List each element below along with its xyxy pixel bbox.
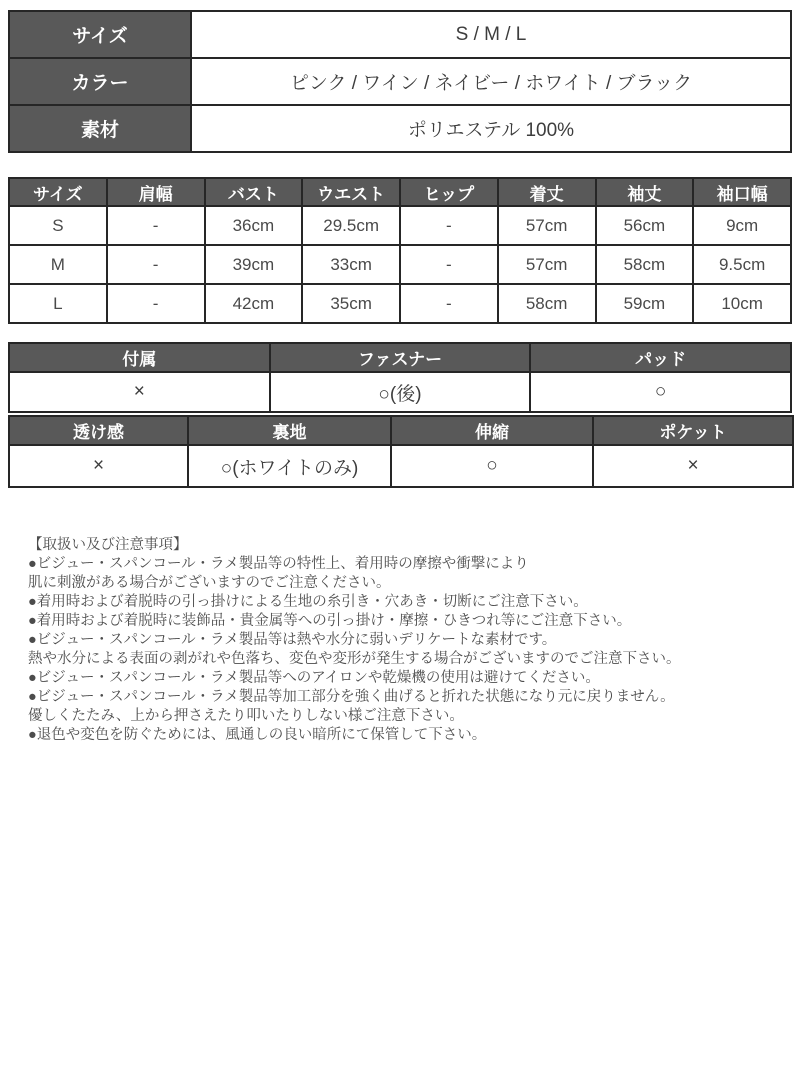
- size-cell: L: [9, 284, 107, 323]
- features-header: 透け感: [9, 416, 188, 445]
- care-notes-title: 【取扱い及び注意事項】: [28, 537, 188, 553]
- spec-value-material: ポリエステル 100%: [191, 105, 791, 152]
- size-chart-header: サイズ: [9, 178, 107, 206]
- size-cell: 10cm: [693, 284, 791, 323]
- features-header: 付属: [9, 343, 270, 372]
- features-value: ○(ホワイトのみ): [188, 445, 391, 487]
- size-chart-header: 着丈: [498, 178, 596, 206]
- size-chart-header: バスト: [205, 178, 303, 206]
- spec-label-size: サイズ: [9, 11, 191, 58]
- size-cell: 42cm: [205, 284, 303, 323]
- spec-row-material: [9, 105, 791, 152]
- size-chart-header: ヒップ: [400, 178, 498, 206]
- care-note-line: ●ビジュー・スパンコール・ラメ製品等は熱や水分に弱いデリケートな素材です。: [28, 632, 557, 648]
- size-chart-header: 袖口幅: [693, 178, 791, 206]
- spec-label-color: カラー: [9, 58, 191, 105]
- care-note-line: 優しくたたみ、上から押さえたり叩いたりしない様ご注意下さい。: [28, 708, 464, 724]
- size-cell: 57cm: [498, 206, 596, 245]
- features-1-value-row: [9, 372, 791, 412]
- spec-row-size: [9, 11, 791, 58]
- features-value: ×: [593, 445, 793, 487]
- size-cell: M: [9, 245, 107, 284]
- features-header: 裏地: [188, 416, 391, 445]
- features-value: ○: [530, 372, 791, 412]
- care-note-line: ●着用時および着脱時に装飾品・貴金属等への引っ掛け・摩擦・ひきつれ等にご注意下さい。: [28, 613, 632, 629]
- size-chart-header: 袖丈: [596, 178, 694, 206]
- features-header: ポケット: [593, 416, 793, 445]
- size-cell: 29.5cm: [302, 206, 400, 245]
- size-cell: 58cm: [596, 245, 694, 284]
- size-chart-table: [8, 177, 792, 324]
- size-cell: -: [107, 284, 205, 323]
- care-note-line: 肌に刺激がある場合がございますのでご注意ください。: [28, 575, 391, 591]
- spec-value-color: ピンク / ワイン / ネイビー / ホワイト / ブラック: [191, 58, 791, 105]
- size-cell: -: [400, 206, 498, 245]
- features-value: ○: [391, 445, 593, 487]
- size-cell: 36cm: [205, 206, 303, 245]
- size-cell: 57cm: [498, 245, 596, 284]
- features-2-header-row: [9, 416, 793, 445]
- spec-label-material: 素材: [9, 105, 191, 152]
- features-header: ファスナー: [270, 343, 531, 372]
- features-value: ×: [9, 372, 270, 412]
- care-note-line: 熱や水分による表面の剥がれや色落ち、変色や変形が発生する場合がございますのでご注意下さい。: [28, 651, 681, 667]
- size-chart-row-m: [9, 245, 791, 284]
- care-note-line: ●ビジュー・スパンコール・ラメ製品等加工部分を強く曲げると折れた状態になり元に戻りません。: [28, 689, 675, 705]
- size-cell: -: [107, 245, 205, 284]
- size-cell: 9.5cm: [693, 245, 791, 284]
- size-cell: 9cm: [693, 206, 791, 245]
- features-value: ×: [9, 445, 188, 487]
- size-cell: 58cm: [498, 284, 596, 323]
- size-cell: S: [9, 206, 107, 245]
- size-cell: 39cm: [205, 245, 303, 284]
- features-2-value-row: [9, 445, 793, 487]
- features-value: ○(後): [270, 372, 531, 412]
- care-note-line: ●着用時および着脱時の引っ掛けによる生地の糸引き・穴あき・切断にご注意下さい。: [28, 594, 588, 610]
- features-header: パッド: [530, 343, 791, 372]
- features-header: 伸縮: [391, 416, 593, 445]
- features-table-2: [8, 415, 794, 488]
- care-note-line: ●退色や変色を防ぐためには、風通しの良い暗所にて保管して下さい。: [28, 727, 487, 743]
- product-spec-table: [8, 10, 792, 153]
- care-notes: [28, 536, 792, 745]
- size-cell: 35cm: [302, 284, 400, 323]
- spec-value-size: S / M / L: [191, 11, 791, 58]
- size-cell: 56cm: [596, 206, 694, 245]
- size-cell: 59cm: [596, 284, 694, 323]
- care-note-line: ●ビジュー・スパンコール・ラメ製品等の特性上、着用時の摩擦や衝撃により: [28, 556, 529, 572]
- size-chart-row-s: [9, 206, 791, 245]
- size-cell: -: [107, 206, 205, 245]
- size-chart-header-row: [9, 178, 791, 206]
- care-note-line: ●ビジュー・スパンコール・ラメ製品等へのアイロンや乾燥機の使用は避けてください。: [28, 670, 600, 686]
- size-cell: 33cm: [302, 245, 400, 284]
- size-chart-row-l: [9, 284, 791, 323]
- size-chart-header: ウエスト: [302, 178, 400, 206]
- size-cell: -: [400, 245, 498, 284]
- spec-row-color: [9, 58, 791, 105]
- features-table-1: [8, 342, 792, 413]
- features-1-header-row: [9, 343, 791, 372]
- size-chart-header: 肩幅: [107, 178, 205, 206]
- size-cell: -: [400, 284, 498, 323]
